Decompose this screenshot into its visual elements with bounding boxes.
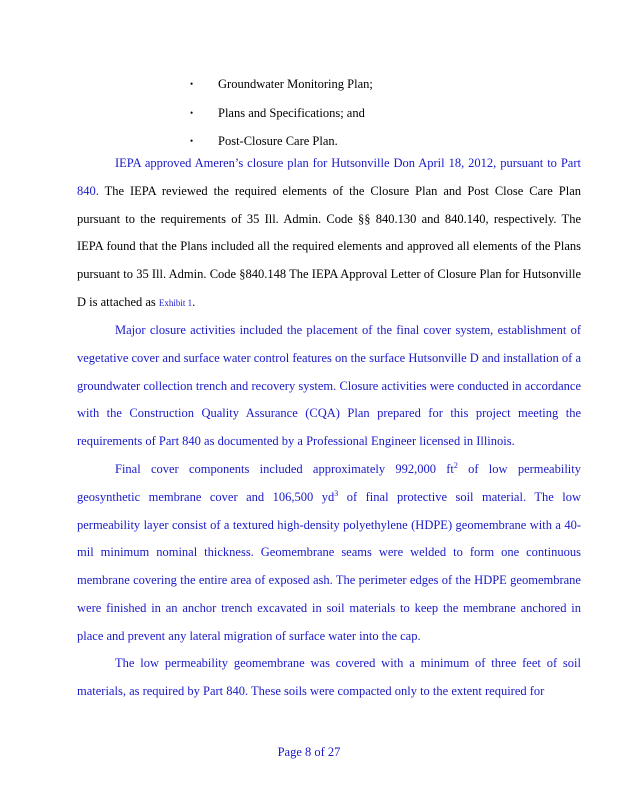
bullet-icon: • [190,107,194,118]
bullet-icon: • [190,136,194,146]
list-item: • Post-Closure Care Plan. [190,127,373,156]
approval-body: The IEPA reviewed the required elements of the Closure Plan and Post Close Care Plan pursuant to the requirements of 35 Ill. Admin. Code §§ 840.130 and 840.140, respectively. The IEPA found that the Plans included all the required elements and approved all elements of the Plans pursuant to 35 Ill. Admin. Code §840.148 The IEPA Approval Letter of Closure Plan for Hutsonville D is attached as [77,183,581,309]
approval-sentence: IEPA approved Ameren’s closure plan for Hutsonville Don April 18, 2012, pursuant to Part 840. [77,156,581,198]
paragraph-closure-approval: IEPA approved Ameren’s closure plan for Hutsonville Don April 18, 2012, pursuant to Part 840. The IEPA reviewed the required elements of the Closure Plan and Post Close Care Plan pursuant to the requirements of 35 Ill. Admin. Code §§ 840.130 and 840.140, respectively. The IEPA found that the Plans included all the required elements and approved all elements of the Plans pursuant to 35 Ill. Admin. Code §840.148 The IEPA Approval Letter of Closure Plan for Hutsonville D is attached as Exhibit 1. [77,156,581,309]
bullet-icon: • [190,79,194,89]
paragraph-final-cover: Final cover components included approximately 992,000 $ft^2$ of low permeability geosynthetic membrane cover and 106,500 $yd^3$ of final protective soil material. The low permeability layer consist of a textured high-density polyethylene (HDPE) geomembrane with a 40-mil minimum nominal thickness. Geomembrane seams were welded to form one continuous membrane covering the entire area of exposed ash. The perimeter edges of the HDPE geomembrane were finished in an anchor trench excavated in soil materials to keep the membrane anchored in place and prevent any lateral migration of surface water into the cap. [77,460,581,643]
bullet-list [190,70,373,156]
paragraph-soil-cover: The low permeability geomembrane was covered with a minimum of three feet of soil materials, as required by Part 840. These soils were compacted only to the extent required for [77,656,581,698]
paragraph-closure-activities: Major closure activities included the placement of the final cover system, establishment of vegetative cover and surface water control features on the surface Hutsonville D and installation of a groundwater collection trench and recovery system. Closure activities were conducted in accordance with the Construction Quality Assurance (CQA) Plan prepared for this project meeting the requirements of Part 840 as documented by a Professional Engineer licensed in Illinois. [77,323,581,449]
exhibit-link[interactable]: Exhibit 1 [158,297,193,308]
page-number: Page 8 of 27 [277,745,341,759]
list-item: • Plans and Specifications; and [190,99,373,128]
list-item: • Groundwater Monitoring Plan; [190,70,373,99]
